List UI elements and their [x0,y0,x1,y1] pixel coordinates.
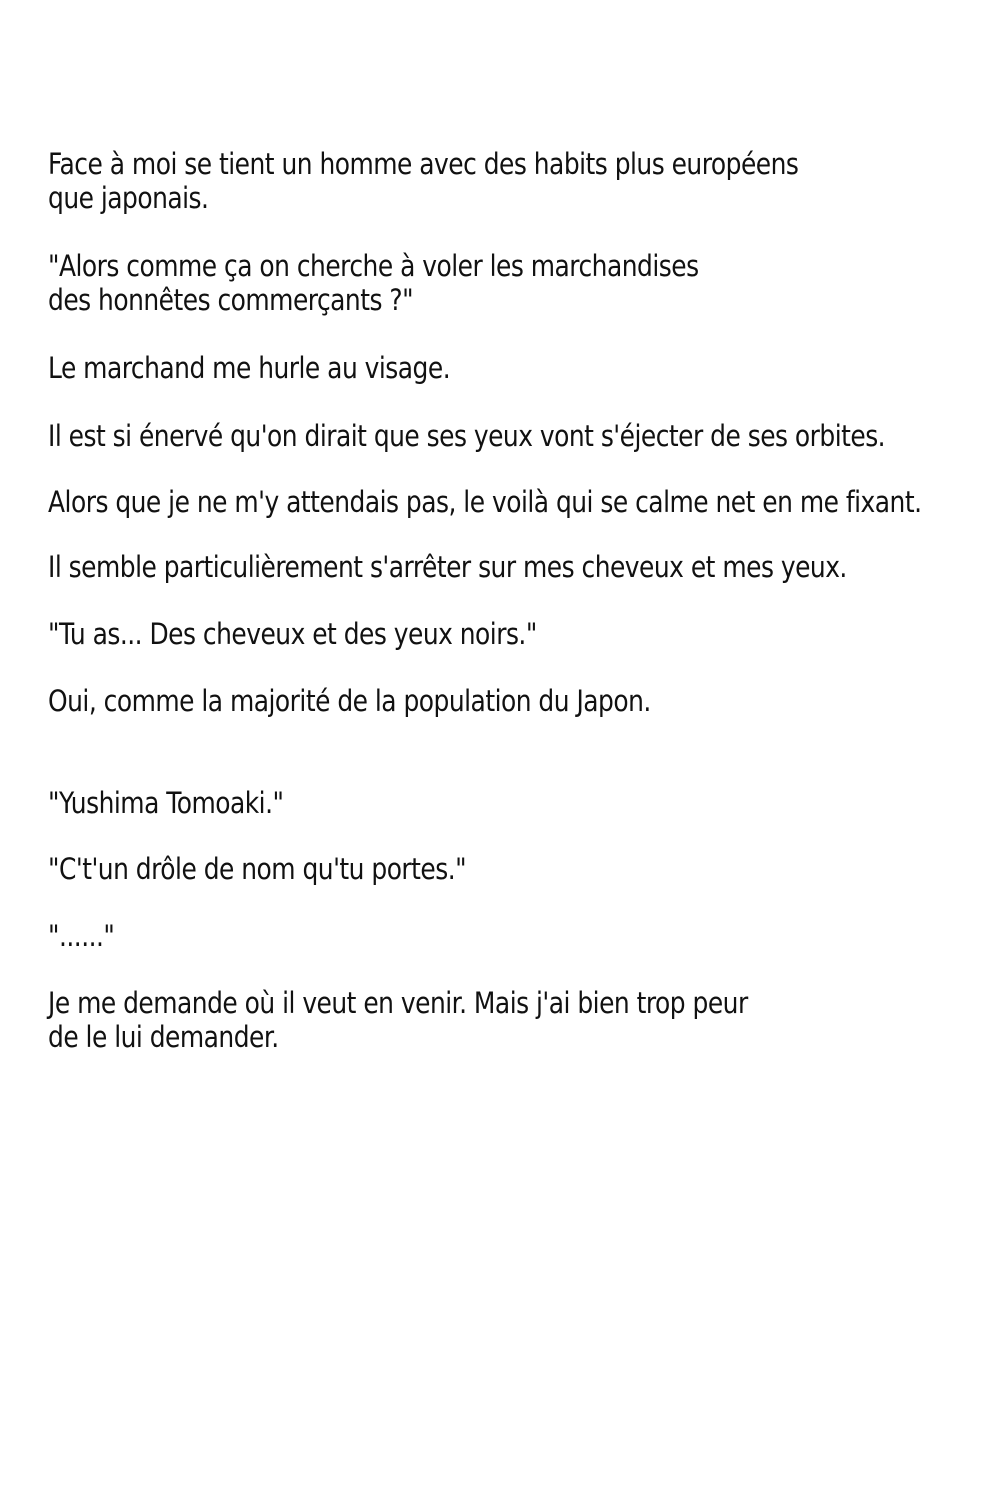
paragraph-line-14: Je me demande où il veut en venir. Mais j'ai bien trop peur [48,986,748,1020]
paragraph-line-2: que japonais. [48,181,209,215]
paragraph-line-10: Oui, comme la majorité de la population du Japon. [48,684,651,718]
paragraph-line-1: Face à moi se tient un homme avec des habits plus européens [48,147,799,181]
paragraph-line-11: "Yushima Tomoaki." [48,786,284,820]
paragraph-line-6: Il est si énervé qu'on dirait que ses yeux vont s'éjecter de ses orbites. [48,419,886,453]
paragraph-line-13: "......" [48,919,115,953]
paragraph-line-4: des honnêtes commerçants ?" [48,283,414,317]
paragraph-line-8: Il semble particulièrement s'arrêter sur mes cheveux et mes yeux. [48,550,847,584]
paragraph-line-12: "C't'un drôle de nom qu'tu portes." [48,852,467,886]
paragraph-line-5: Le marchand me hurle au visage. [48,351,451,385]
paragraph-line-9: "Tu as... Des cheveux et des yeux noirs." [48,617,537,651]
paragraph-line-7: Alors que je ne m'y attendais pas, le voilà qui se calme net en me fixant. [48,485,922,519]
paragraph-line-15: de le lui demander. [48,1020,279,1054]
paragraph-line-3: "Alors comme ça on cherche à voler les marchandises [48,249,699,283]
